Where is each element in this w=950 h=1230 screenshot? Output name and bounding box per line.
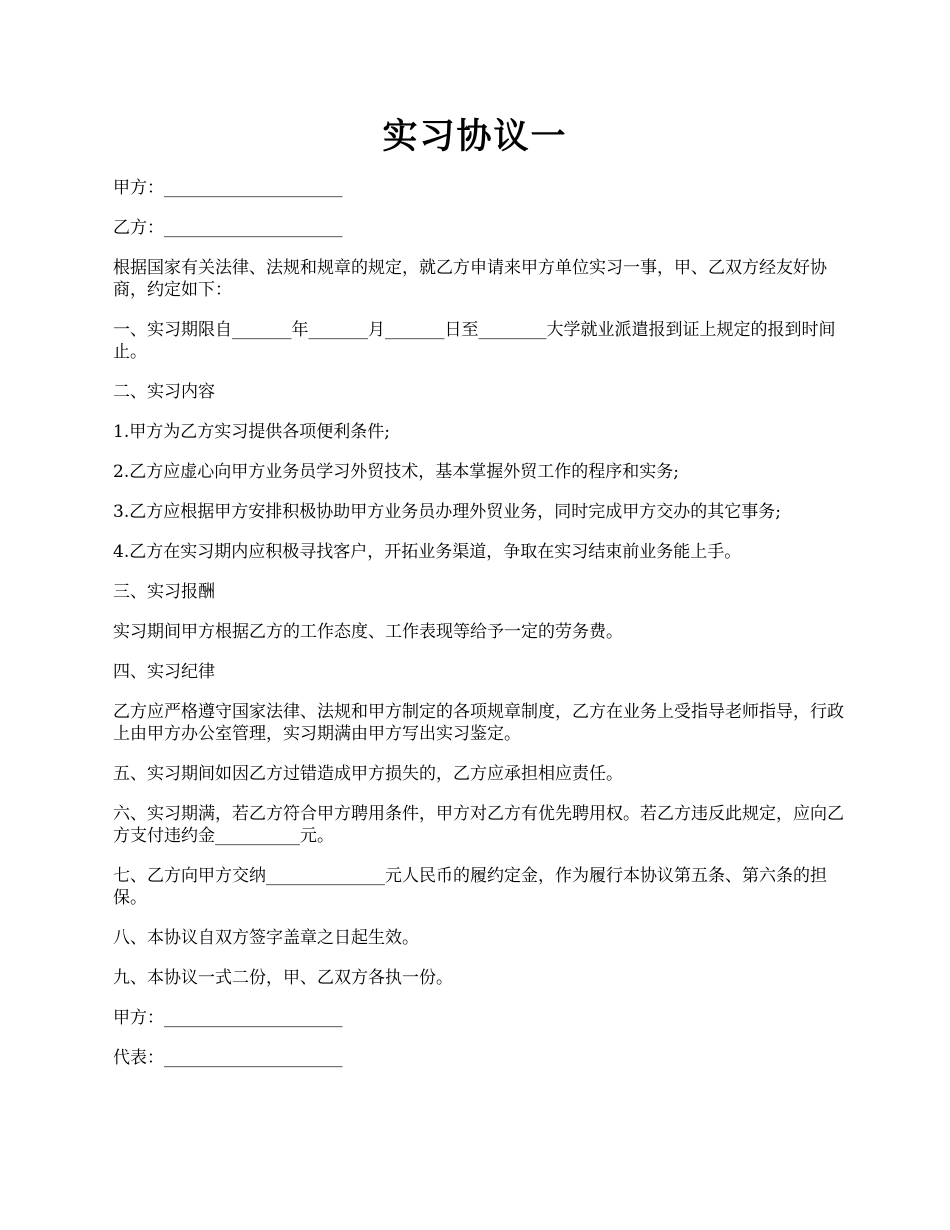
clause-2-item-2: 2.乙方应虚心向甲方业务员学习外贸技术，基本掌握外贸工作的程序和实务; xyxy=(113,462,679,482)
clause-2-item-3: 3.乙方应根据甲方安排积极协助甲方业务员办理外贸业务，同时完成甲方交办的其它事务; xyxy=(113,502,781,522)
clause-4-heading: 四、实习纪律 xyxy=(113,662,215,682)
clause-4-text: 乙方应严格遵守国家法律、法规和甲方制定的各项规章制度，乙方在业务上受指导老师指导，行政上由甲方办公室管理，实习期满由甲方写出实习鉴定。 xyxy=(113,702,844,744)
clause-1-period: 一、实习期限自_______年_______月_______日至________大学就业派遣报到证上规定的报到时间止。 xyxy=(113,320,836,362)
clause-8: 八、本协议自双方签字盖章之日起生效。 xyxy=(113,928,419,948)
clause-5: 五、实习期间如因乙方过错造成甲方损失的，乙方应承担相应责任。 xyxy=(113,764,623,784)
document-title: 实习协议一 xyxy=(382,116,568,157)
preamble: 根据国家有关法律、法规和规章的规定，就乙方申请来甲方单位实习一事，甲、乙双方经友好协商，约定如下： xyxy=(113,258,827,300)
signature-representative: 代表：_____________________ xyxy=(113,1048,343,1068)
clause-3-text: 实习期间甲方根据乙方的工作态度、工作表现等给予一定的劳务费。 xyxy=(113,622,623,642)
clause-2-item-4: 4.乙方在实习期内应积极寻找客户，开拓业务渠道，争取在实习结束前业务能上手。 xyxy=(113,542,742,562)
clause-3-heading: 三、实习报酬 xyxy=(113,582,215,602)
clause-9: 九、本协议一式二份，甲、乙双方各执一份。 xyxy=(113,968,453,988)
party-b-line: 乙方：_____________________ xyxy=(113,218,343,238)
document-body xyxy=(113,177,848,1087)
party-a-line: 甲方：_____________________ xyxy=(113,178,343,198)
clause-2-heading: 二、实习内容 xyxy=(113,382,215,402)
clause-2-item-1: 1.甲方为乙方实习提供各项便利条件; xyxy=(113,422,390,442)
clause-6: 六、实习期满，若乙方符合甲方聘用条件，甲方对乙方有优先聘用权。若乙方违反此规定，应向乙方支付违约金__________元。 xyxy=(113,804,844,846)
clause-7: 七、乙方向甲方交纳______________元人民币的履约定金，作为履行本协议第五条、第六条的担保。 xyxy=(113,866,827,908)
signature-party-a: 甲方：_____________________ xyxy=(113,1008,343,1028)
